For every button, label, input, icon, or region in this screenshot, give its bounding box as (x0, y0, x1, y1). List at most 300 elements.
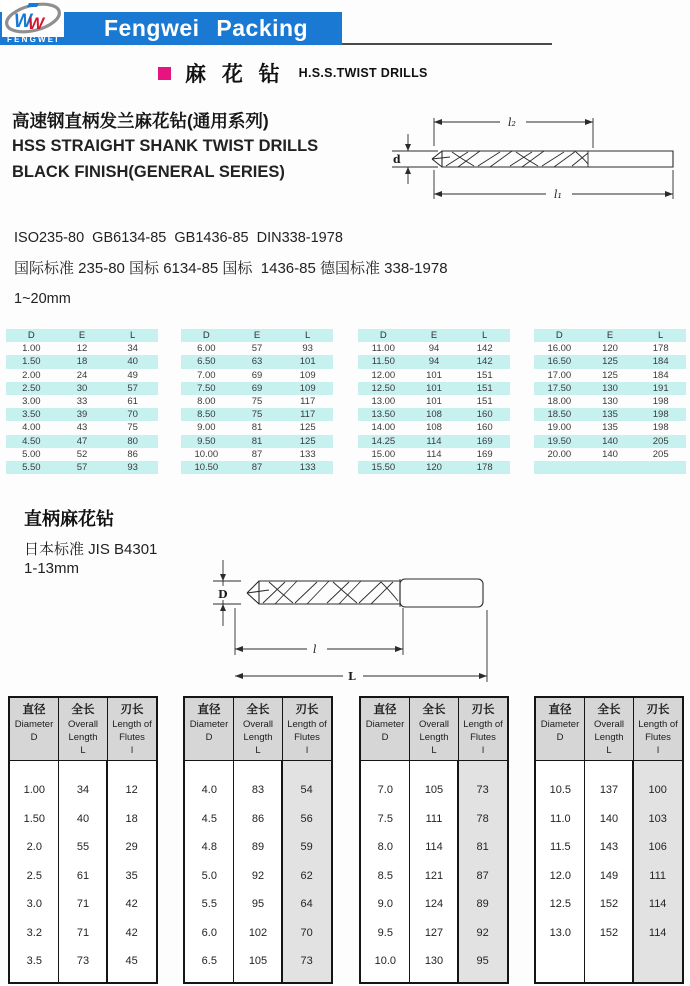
table-cell: 8.0 (377, 841, 393, 854)
table-cell: 137 (599, 784, 619, 797)
table-cell: D (555, 330, 563, 342)
table-cell: 1.00 (23, 784, 46, 797)
table-row (181, 342, 333, 355)
table-header-cell: 直径 Diameter D (540, 704, 580, 743)
table-cell: 49 (127, 369, 138, 381)
table-cell: 120 (426, 461, 442, 473)
table-cell: 43 (76, 422, 88, 434)
standards-cn: 国际标准 235-80 国标 6134-85 国标 1436-85 德国标准 338-1978 (14, 260, 448, 277)
table-cell: 92 (251, 869, 265, 882)
table-cell: 54 (300, 784, 313, 797)
table-cell: 6.50 (197, 356, 216, 368)
table-cell: 3.2 (26, 926, 42, 939)
table-cell: 19.50 (547, 435, 572, 447)
section-bullet-icon (158, 67, 171, 80)
dim-label-l1: l₁ (554, 188, 562, 201)
table-cell: 8.00 (197, 396, 216, 408)
table-cell: 34 (76, 784, 90, 797)
table-cell: 6.0 (201, 926, 217, 939)
table-cell: 29 (125, 841, 138, 854)
table-cell: 178 (476, 461, 493, 473)
table-cell: 7.50 (197, 382, 216, 394)
table-cell: 184 (652, 356, 669, 368)
table-cell: 8.5 (377, 869, 393, 882)
table-row (181, 329, 333, 342)
logo-wordmark: FENGWEI (7, 35, 60, 44)
table-cell: 89 (476, 898, 489, 911)
table-cell: 100 (648, 784, 667, 797)
product-name-en-line2: BLACK FINISH(GENERAL SERIES) (12, 163, 285, 181)
table-cell: 87 (476, 869, 489, 882)
table-cell: 55 (76, 841, 90, 854)
table-cell: 14.25 (371, 435, 396, 447)
table-cell: 5.00 (22, 448, 41, 460)
dim-label-D: D (218, 588, 228, 601)
table-cell: 114 (648, 926, 667, 939)
table-cell: 52 (76, 448, 88, 460)
table-cell: 89 (251, 841, 265, 854)
table-header-cell: 刃长 Length of Flutes l (633, 698, 682, 760)
table-row (534, 435, 686, 448)
table-header-cell: 全长 Overall Length L (409, 698, 458, 760)
logo-ellipse-icon (2, 0, 64, 37)
table-cell: 45 (125, 955, 138, 968)
table-cell: 7.0 (377, 784, 393, 797)
table-cell: 151 (476, 382, 493, 394)
table-cell: 127 (424, 926, 444, 939)
table-cell: 12.50 (371, 382, 396, 394)
table-cell: 120 (602, 343, 618, 355)
table-header-cell: 刃长 Length of Flutes l (458, 698, 507, 760)
table-cell: 17.00 (547, 369, 572, 381)
table-header-cell: 直径 Diameter D (189, 704, 229, 743)
table-row (534, 408, 686, 421)
table-cell: 5.50 (22, 461, 41, 473)
table-cell: 61 (127, 396, 138, 408)
table-header (185, 698, 331, 761)
table-cell: 95 (251, 898, 265, 911)
table-row (358, 435, 510, 448)
table-cell: 102 (248, 926, 268, 939)
table-cell: 59 (300, 841, 313, 854)
table-cell: 114 (425, 841, 443, 854)
table-header-cell: 全长 Overall Length L (233, 698, 282, 760)
table-cell: 135 (602, 409, 618, 421)
table-cell: 4.8 (201, 841, 217, 854)
table-cell: 6.00 (197, 343, 216, 355)
table-cell: 117 (300, 409, 316, 421)
table-row (181, 408, 333, 421)
table-cell: 3.0 (26, 898, 42, 911)
table-row (6, 421, 158, 434)
table-row (358, 355, 510, 368)
table-cell: 105 (248, 955, 268, 968)
table-cell: 140 (602, 435, 618, 447)
drill-diagram-general (388, 106, 680, 206)
table-cell: 3.5 (26, 955, 42, 968)
table-cell: 9.5 (377, 926, 393, 939)
table-row (534, 421, 686, 434)
table-row (6, 408, 158, 421)
table-cell: 35 (125, 869, 138, 882)
table-row (181, 395, 333, 408)
table-cell: 5.0 (201, 869, 217, 882)
table-cell: 125 (299, 422, 316, 434)
table-cell: 125 (602, 356, 618, 368)
table-header-cell: 直径 Diameter D (14, 704, 54, 743)
table-header-cell: 刃长 Length of Flutes l (282, 698, 331, 760)
table-cell: L (305, 330, 311, 342)
table-cell: E (78, 330, 86, 342)
table-cell: 9.00 (197, 422, 216, 434)
table-cell: 103 (648, 812, 667, 825)
table-row (358, 395, 510, 408)
table-row (534, 448, 686, 461)
table-cell: L (482, 330, 488, 342)
table-cell: 83 (251, 784, 265, 797)
drill-diagram-jis (205, 552, 500, 690)
table-cell: 33 (76, 396, 88, 408)
size-range-general: 1~20mm (14, 291, 71, 307)
dim-label-L: L (348, 670, 356, 683)
spec-table-3 (358, 329, 510, 474)
table-cell: E (253, 330, 261, 342)
dim-label-l: l (313, 643, 317, 656)
table-row (6, 395, 158, 408)
table-row (181, 435, 333, 448)
table-cell: 10.50 (194, 461, 219, 473)
table-cell: 93 (127, 461, 138, 473)
table-cell: 73 (76, 955, 90, 968)
table-cell: D (202, 330, 210, 342)
table-header-cell: 刃长 Length of Flutes l (107, 698, 156, 760)
spec-table-2 (181, 329, 333, 474)
table-cell: 61 (76, 869, 90, 882)
table-cell: 109 (299, 382, 316, 394)
svg-text:W: W (14, 11, 32, 32)
table-header-cell: 直径 Diameter D (365, 704, 405, 743)
table-cell: 64 (300, 898, 313, 911)
table-cell: 2.0 (26, 841, 42, 854)
table-cell: 70 (300, 926, 313, 939)
table-cell: 133 (299, 461, 316, 473)
table-cell: E (430, 330, 438, 342)
table-cell: 184 (652, 369, 669, 381)
table-row (534, 395, 686, 408)
table-row (181, 382, 333, 395)
table-cell: 152 (599, 898, 619, 911)
table-cell: 11.00 (371, 343, 395, 355)
product-name-en-line1: HSS STRAIGHT SHANK TWIST DRILLS (12, 137, 319, 155)
table-row (181, 421, 333, 434)
table-cell: 73 (300, 955, 313, 968)
table-cell: 12.0 (549, 869, 572, 882)
table-cell: 1.00 (22, 343, 41, 355)
table-cell: 108 (426, 409, 442, 421)
table-cell: 40 (76, 812, 90, 825)
table-cell: 30 (76, 382, 88, 394)
table-cell: 10.0 (374, 955, 397, 968)
table-cell: 24 (76, 369, 88, 381)
table-cell: 4.00 (22, 422, 41, 434)
table-cell: 15.00 (371, 448, 396, 460)
dim-label-d: d (393, 153, 401, 166)
table-row (6, 369, 158, 382)
table-cell: 4.0 (201, 784, 217, 797)
table-cell: 109 (299, 369, 316, 381)
table-cell: 87 (251, 448, 263, 460)
table-cell: 160 (476, 409, 493, 421)
table-row (6, 461, 158, 474)
table-header (361, 698, 507, 761)
table-cell: 86 (251, 812, 265, 825)
table-cell: 9.50 (197, 435, 216, 447)
table-cell: 191 (652, 382, 669, 394)
table-cell: 11.0 (550, 812, 571, 825)
table-cell: 105 (424, 784, 444, 797)
table-cell: 8.50 (197, 409, 216, 421)
table-cell: 2.00 (22, 369, 41, 381)
table-cell: 80 (127, 435, 138, 447)
table-cell: D (379, 330, 387, 342)
svg-text:W: W (28, 14, 45, 33)
table-row (181, 448, 333, 461)
company-logo (2, 0, 64, 37)
table-row (534, 329, 686, 342)
table-row (534, 355, 686, 368)
table-cell: 42 (125, 926, 138, 939)
table-cell: 140 (602, 448, 618, 460)
table-cell: 121 (424, 869, 444, 882)
table-cell: 130 (602, 396, 618, 408)
table-cell: 40 (127, 356, 138, 368)
table-cell: 94 (428, 343, 440, 355)
table-cell: 169 (476, 448, 493, 460)
table-cell: 198 (652, 422, 669, 434)
table-cell: 70 (127, 409, 138, 421)
table-cell: 1.50 (22, 356, 41, 368)
table-cell: 135 (602, 422, 618, 434)
table-cell: 101 (299, 356, 316, 368)
table-cell: 6.5 (201, 955, 217, 968)
table-row (358, 369, 510, 382)
table-cell: 62 (300, 869, 313, 882)
table-header-cell: 全长 Overall Length L (58, 698, 107, 760)
table-cell: 130 (602, 382, 618, 394)
jis-table-4 (534, 696, 684, 984)
table-cell: 198 (652, 396, 669, 408)
table-cell: 16.00 (547, 343, 572, 355)
table-cell: 10.00 (194, 448, 219, 460)
section-title-cn: 麻 花 钻 (185, 63, 285, 86)
table-cell: 151 (476, 396, 493, 408)
table-cell: 117 (300, 396, 316, 408)
table-cell: 142 (476, 356, 493, 368)
table-cell: 57 (76, 461, 88, 473)
product-name-cn: 高速钢直柄发兰麻花钻(通用系列) (12, 111, 269, 131)
jis-standard: 日本标准 JIS B4301 (24, 541, 158, 558)
table-cell: 78 (476, 812, 489, 825)
table-cell: L (658, 330, 664, 342)
table-cell: 39 (76, 409, 88, 421)
table-cell: 42 (125, 898, 138, 911)
table-row (358, 408, 510, 421)
size-range-jis: 1-13mm (24, 560, 80, 577)
table-cell: 71 (76, 926, 90, 939)
table-cell: 142 (476, 343, 493, 355)
table-row (534, 461, 686, 474)
table-cell: 11.5 (550, 841, 571, 854)
table-cell: 125 (602, 369, 618, 381)
table-cell: 101 (426, 396, 442, 408)
table-cell: 149 (599, 869, 619, 882)
table-row (358, 342, 510, 355)
table-cell: 63 (251, 356, 263, 368)
spec-table-4 (534, 329, 686, 474)
table-row (534, 342, 686, 355)
table-cell: 11.50 (371, 356, 395, 368)
table-cell: 47 (76, 435, 88, 447)
table-cell: 12.00 (371, 369, 396, 381)
table-cell: 2.50 (22, 382, 41, 394)
table-row (358, 421, 510, 434)
table-cell: 111 (649, 869, 667, 882)
table-cell: 57 (251, 343, 263, 355)
table-cell: 19.00 (547, 422, 572, 434)
table-cell: 94 (428, 356, 440, 368)
table-row (181, 369, 333, 382)
table-cell: 3.50 (22, 409, 41, 421)
table-row (181, 355, 333, 368)
table-cell: E (606, 330, 614, 342)
table-cell: 114 (426, 435, 442, 447)
table-cell: 17.50 (547, 382, 572, 394)
table-cell: 87 (251, 461, 263, 473)
table-cell: 71 (76, 898, 90, 911)
table-cell: 108 (426, 422, 442, 434)
table-cell: 69 (251, 382, 263, 394)
table-row (358, 461, 510, 474)
table-cell: 75 (251, 409, 263, 421)
table-cell: 140 (599, 812, 619, 825)
table-cell: 34 (127, 343, 138, 355)
jis-section-title: 直柄麻花钻 (24, 509, 114, 529)
table-cell: 101 (426, 369, 442, 381)
table-cell: 198 (652, 409, 669, 421)
table-cell: 14.00 (371, 422, 396, 434)
table-cell: 205 (652, 435, 669, 447)
table-row (6, 382, 158, 395)
table-cell: 152 (599, 926, 619, 939)
table-cell: 160 (476, 422, 493, 434)
table-row (358, 448, 510, 461)
table-cell: 92 (476, 926, 489, 939)
table-header-cell: 全长 Overall Length L (584, 698, 633, 760)
table-cell: 9.0 (377, 898, 393, 911)
table-cell: 4.50 (22, 435, 41, 447)
table-cell: 75 (127, 422, 138, 434)
jis-table-1 (8, 696, 158, 984)
table-cell: 18 (125, 812, 138, 825)
table-cell: 2.5 (26, 869, 42, 882)
table-cell: 4.5 (201, 812, 217, 825)
table-cell: 133 (299, 448, 316, 460)
jis-table-3 (359, 696, 509, 984)
table-cell: 13.00 (371, 396, 396, 408)
table-cell: 114 (648, 898, 667, 911)
table-cell: 111 (425, 812, 443, 825)
table-cell: 143 (599, 841, 619, 854)
table-cell: 130 (424, 955, 444, 968)
table-cell: 18.00 (547, 396, 572, 408)
table-row (6, 448, 158, 461)
table-cell: 56 (300, 812, 313, 825)
table-row (6, 435, 158, 448)
section-title-en: H.S.S.TWIST DRILLS (298, 66, 428, 80)
table-cell: 5.5 (201, 898, 217, 911)
header-rule (342, 43, 552, 45)
table-cell: 7.00 (197, 369, 216, 381)
standards-intl: ISO235-80 GB6134-85 GB1436-85 DIN338-1978 (14, 230, 343, 246)
table-row (534, 369, 686, 382)
dim-label-l2: l₂ (508, 116, 516, 129)
table-cell: 73 (476, 784, 489, 797)
table-cell: 10.5 (549, 784, 572, 797)
table-header (536, 698, 682, 761)
table-cell: 81 (251, 422, 263, 434)
table-cell: 114 (426, 448, 442, 460)
table-cell: 18 (76, 356, 88, 368)
table-row (358, 329, 510, 342)
table-cell: 69 (251, 369, 263, 381)
table-cell: 18.50 (547, 409, 572, 421)
table-cell: 20.00 (547, 448, 572, 460)
table-cell: 124 (424, 898, 444, 911)
table-row (358, 382, 510, 395)
table-cell: D (27, 330, 35, 342)
table-cell: 57 (127, 382, 138, 394)
table-cell: 93 (302, 343, 313, 355)
table-cell: 106 (648, 841, 667, 854)
table-cell: 7.5 (377, 812, 393, 825)
table-cell: 3.00 (22, 396, 41, 408)
table-cell: 13.50 (371, 409, 396, 421)
table-header (10, 698, 156, 761)
table-cell: 12 (76, 343, 88, 355)
table-cell: 13.0 (549, 926, 572, 939)
table-cell: 81 (476, 841, 489, 854)
table-row (6, 342, 158, 355)
table-cell: 15.50 (371, 461, 396, 473)
table-row (6, 355, 158, 368)
table-cell: 12.5 (549, 898, 572, 911)
table-cell: 1.50 (23, 812, 46, 825)
table-row (534, 382, 686, 395)
table-cell: 101 (426, 382, 442, 394)
table-cell: 81 (251, 435, 263, 447)
table-cell: 95 (476, 955, 489, 968)
jis-table-2 (183, 696, 333, 984)
table-cell: 205 (652, 448, 669, 460)
table-cell: 169 (476, 435, 493, 447)
table-row (181, 461, 333, 474)
table-cell: L (130, 330, 136, 342)
table-cell: 178 (652, 343, 669, 355)
table-cell: 86 (127, 448, 138, 460)
table-cell: 16.50 (547, 356, 572, 368)
spec-table-1 (6, 329, 158, 474)
section-title (158, 58, 428, 88)
